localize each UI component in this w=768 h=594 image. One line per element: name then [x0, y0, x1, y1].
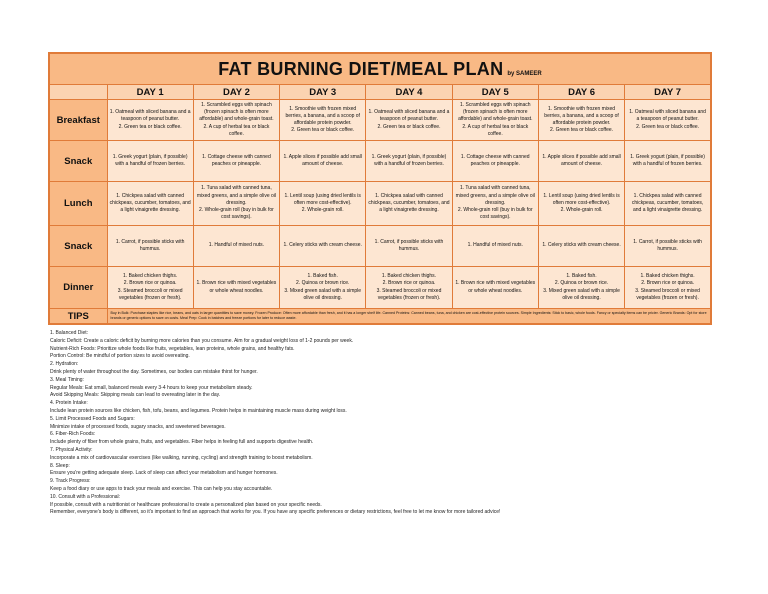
meal-item: 1. Oatmeal with sliced banana and a teaspoon of peanut butter.	[368, 109, 450, 123]
meal-item: 3. Mixed green salad with a simple olive oil dressing.	[543, 287, 620, 301]
meal-cell	[452, 182, 538, 226]
tips-label: TIPS	[49, 309, 107, 325]
meal-cell	[193, 267, 279, 309]
meal-item: 3. Steamed broccoli or mixed vegetables (frozen or fresh).	[376, 287, 442, 301]
meal-cell	[107, 182, 193, 226]
meal-label: Lunch	[49, 182, 107, 226]
day-header-5: DAY 5	[452, 85, 538, 100]
meal-cell	[366, 141, 452, 182]
meal-item: 3. Steamed broccoli or mixed vegetables (frozen or fresh).	[635, 287, 700, 301]
note-line: Include plenty of fiber from whole grains, fruits, and vegetables. Fiber helps in feeling full and supports digestive health.	[50, 439, 314, 446]
meal-item: 2. Green tea or black coffee.	[291, 127, 355, 134]
meal-item: 1. Celery sticks with cream cheese.	[542, 242, 621, 249]
meal-item: 1. Baked chicken thighs.	[381, 273, 437, 280]
note-line: Ensure you're getting adequate sleep. Lack of sleep can affect your metabolism and hunger hormones.	[50, 470, 278, 477]
day-header-6: DAY 6	[538, 85, 624, 100]
meal-item: 1. Lentil soup (using dried lentils is often more cost-effective).	[284, 192, 361, 206]
meal-item: 1. Oatmeal with sliced banana and a teaspoon of peanut butter.	[109, 109, 191, 123]
meal-cell	[193, 226, 279, 267]
day-header-2: DAY 2	[193, 85, 279, 100]
meal-item: 2. Brown rice or quinoa.	[641, 280, 694, 287]
meal-item: 1. Greek yogurt (plain, if possible) with a handful of frozen berries.	[112, 153, 188, 167]
meal-item: 1. Apple slices if possible add small amount of cheese.	[283, 153, 362, 167]
meal-cell	[538, 226, 624, 267]
note-line: Include lean protein sources like chicken, fish, tofu, beans, and legumes. Protein helps in maintaining muscle mass during weight loss.	[50, 407, 347, 414]
meal-cell	[452, 141, 538, 182]
meal-cell	[193, 141, 279, 182]
meal-item: 1. Handful of mixed nuts.	[208, 242, 265, 249]
meal-cell	[366, 182, 452, 226]
meal-item: 1. Cottage cheese with canned peaches or pineapple.	[202, 153, 271, 167]
note-line: Keep a food diary or use apps to track your meals and exercise. This can help you stay accountable.	[50, 485, 273, 492]
meal-item: 1. Scrambled eggs with spinach (frozen spinach is often more affordable) and whole-grain toast.	[458, 101, 533, 123]
meal-item: 1. Baked chicken thighs.	[640, 273, 695, 280]
note-line: 3. Meal Timing:	[50, 376, 84, 383]
corner-cell	[49, 85, 107, 100]
meal-item: 1. Lentil soup (using dried lentils is often more cost-effective).	[543, 192, 620, 206]
meal-cell	[538, 267, 624, 309]
note-line: Portion Control: Be mindful of portion sizes to avoid overeating.	[50, 353, 190, 360]
meal-cell	[366, 100, 452, 141]
meal-cell	[280, 267, 366, 309]
title-banner	[49, 53, 711, 85]
meal-item: 1. Carrot, if possible sticks with hummus.	[115, 238, 185, 252]
meal-item: 1. Greek yogurt (plain, if possible) with a handful of frozen berries.	[630, 153, 705, 167]
meal-cell	[625, 100, 711, 141]
note-line: If possible, consult with a nutritionist or healthcare professional to create a personalized plan based on your specific needs.	[50, 501, 322, 508]
meal-item: 2. Brown rice or quinoa.	[123, 280, 177, 287]
note-line: Drink plenty of water throughout the day. Sometimes, our bodies can mistake thirst for hunger.	[50, 368, 258, 375]
meal-cell	[538, 100, 624, 141]
meal-item: 3. Mixed green salad with a simple olive oil dressing.	[284, 287, 362, 301]
meal-item: 1. Cottage cheese with canned peaches or pineapple.	[460, 153, 530, 167]
meal-row-dinner	[49, 267, 711, 309]
meal-item: 1. Scrambled eggs with spinach (frozen spinach is often more affordable) and whole-grain toast.	[199, 101, 274, 123]
meal-item: 2. Green tea or black coffee.	[377, 123, 441, 130]
meal-item: 2. Green tea or black coffee.	[636, 123, 700, 130]
meal-item: 1. Tuna salad with canned tuna, mixed greens, and a simple olive oil dressing.	[455, 185, 535, 206]
meal-item: 1. Celery sticks with cream cheese.	[283, 242, 362, 249]
note-line: 7. Physical Activity:	[50, 446, 93, 453]
author-credit: by SAMEER	[507, 70, 542, 77]
meal-cell	[625, 226, 711, 267]
meal-item: 1. Chickpea salad with canned chickpeas, cucumber, tomatoes, and a light vinaigrette dressing.	[368, 192, 450, 214]
meal-row-lunch	[49, 182, 711, 226]
meal-cell	[280, 100, 366, 141]
note-line: 9. Track Progress:	[50, 478, 91, 485]
meal-row-snack	[49, 141, 711, 182]
meal-item: 1. Greek yogurt (plain, if possible) with a handful of frozen berries.	[371, 153, 447, 167]
note-line: Incorporate a mix of cardiovascular exercises (like walking, running, cycling) and strength training to boost metabolism.	[50, 454, 313, 461]
meal-cell	[625, 141, 711, 182]
meal-cell	[625, 267, 711, 309]
note-line: Minimize intake of processed foods, sugary snacks, and sweetened beverages.	[50, 423, 226, 430]
meal-label: Snack	[49, 226, 107, 267]
note-line: 5. Limit Processed Foods and Sugars:	[50, 415, 135, 422]
day-header-7: DAY 7	[625, 85, 711, 100]
meal-item: 1. Brown rice with mixed vegetables or whole wheat noodles.	[455, 280, 536, 294]
meal-item: 2. Quinoa or brown rice.	[554, 280, 609, 287]
note-line: Caloric Deficit: Create a caloric deficit by burning more calories than you consume. Aim for a gradual weight loss of 1-2 pounds per week.	[50, 337, 354, 344]
meal-row-snack	[49, 226, 711, 267]
note-line: Remember, everyone's body is different, so it's important to find an approach that works for you. If you have any specific preferences or dietary restrictions, feel free to let me know for more tailored advice!	[50, 509, 501, 516]
meal-item: 1. Brown rice with mixed vegetables or whole wheat noodles.	[196, 280, 277, 294]
meal-item: 1. Handful of mixed nuts.	[467, 242, 523, 249]
plan-title: FAT BURNING DIET/MEAL PLAN	[218, 58, 504, 79]
meal-cell	[366, 267, 452, 309]
meal-item: 1. Baked fish.	[307, 273, 338, 280]
meal-cell	[625, 182, 711, 226]
note-line: Avoid Skipping Meals: Skipping meals can lead to overeating later in the day.	[50, 392, 221, 399]
meal-cell	[280, 226, 366, 267]
meal-item: 2. A cup of herbal tea or black coffee.	[462, 123, 529, 137]
note-line: 10. Consult with a Professional:	[50, 493, 121, 500]
meal-item: 2. Whole-grain roll.	[301, 207, 344, 214]
meal-label: Snack	[49, 141, 107, 182]
meal-label: Dinner	[49, 267, 107, 309]
meal-label: Breakfast	[49, 100, 107, 141]
meal-item: 2. A cup of herbal tea or black coffee.	[203, 123, 270, 137]
meal-cell	[280, 182, 366, 226]
meal-item: 2. Whole-grain roll.	[560, 207, 603, 214]
tips-text: Buy in Bulk: Purchase staples like rice, beans, and oats in larger quantities to save money. Frozen Produce: Often more affordable than fresh, and it has a longer shelf life. Canned Proteins: Canned beans, tuna, and chicken are cost-effective protein sources. Simple Ingredients: Stick to basic, whole foods. Fancy or specialty items can be pricier. Generic Brands: Opt for store brands or generic options to save on costs. Meal Prep: Cook in batches and freeze portions for later to reduce waste.	[107, 309, 711, 325]
meal-item: 2. Whole-grain roll (buy in bulk for cost savings).	[457, 207, 533, 221]
note-line: 1. Balanced Diet:	[50, 330, 89, 336]
day-header-1: DAY 1	[107, 85, 193, 100]
meal-cell	[107, 141, 193, 182]
note-line: 2. Hydration:	[50, 361, 79, 368]
meal-item: 1. Smoothie with frozen mixed berries, a banana, and a scoop of affordable protein powder.	[544, 105, 619, 126]
meal-item: 2. Green tea or black coffee.	[118, 123, 182, 130]
note-line: 8. Sleep:	[50, 462, 70, 469]
note-line: Regular Meals: Eat small, balanced meals every 3-4 hours to keep your metabolism steady.	[50, 384, 253, 391]
meal-plan-table	[48, 52, 712, 325]
meal-cell	[452, 100, 538, 141]
meal-cell	[107, 267, 193, 309]
note-line: 6. Fiber-Rich Foods:	[50, 431, 96, 438]
meal-cell	[538, 141, 624, 182]
meal-cell	[538, 182, 624, 226]
meal-cell	[452, 267, 538, 309]
meal-item: 1. Apple slices if possible add small amount of cheese.	[542, 153, 621, 167]
note-line: 4. Protein Intake:	[50, 400, 88, 407]
meal-item: 1. Smoothie with frozen mixed berries, a banana, and a scoop of affordable protein powder.	[285, 105, 360, 126]
meal-item: 2. Whole-grain roll (buy in bulk for cost savings).	[199, 207, 274, 221]
meal-cell	[280, 141, 366, 182]
day-header-4: DAY 4	[366, 85, 452, 100]
meal-item: 1. Chickpea salad with canned chickpeas, cucumber, tomatoes, and a light vinaigrette dressing.	[631, 192, 704, 214]
meal-item: 1. Chickpea salad with canned chickpeas, cucumber, tomatoes, and a light vinaigrette dressing.	[109, 192, 191, 214]
meal-cell	[107, 100, 193, 141]
note-line: Nutrient-Rich Foods: Prioritize whole foods like fruits, vegetables, lean proteins, whole grains, and healthy fats.	[50, 345, 295, 352]
meal-item: 2. Brown rice or quinoa.	[382, 280, 436, 287]
meal-item: 3. Steamed broccoli or mixed vegetables (frozen or fresh).	[117, 287, 183, 301]
meal-item: 1. Oatmeal with sliced banana and a teaspoon of peanut butter.	[629, 109, 706, 123]
meal-cell	[193, 182, 279, 226]
meal-item: 1. Tuna salad with canned tuna, mixed greens, and a simple olive oil dressing.	[196, 185, 277, 206]
meal-cell	[366, 226, 452, 267]
meal-item: 1. Baked fish.	[566, 273, 597, 280]
meal-item: 2. Quinoa or brown rice.	[296, 280, 350, 287]
meal-cell	[452, 226, 538, 267]
diet-notes	[50, 330, 750, 517]
meal-item: 1. Baked chicken thighs.	[123, 273, 178, 280]
meal-item: 1. Carrot, if possible sticks with hummus.	[633, 238, 702, 252]
day-header-3: DAY 3	[280, 85, 366, 100]
meal-item: 2. Green tea or black coffee.	[550, 127, 614, 134]
meal-row-breakfast	[49, 100, 711, 141]
day-header-row	[49, 85, 711, 100]
meal-cell	[107, 226, 193, 267]
meal-cell	[193, 100, 279, 141]
meal-item: 1. Carrot, if possible sticks with hummus.	[374, 238, 444, 252]
